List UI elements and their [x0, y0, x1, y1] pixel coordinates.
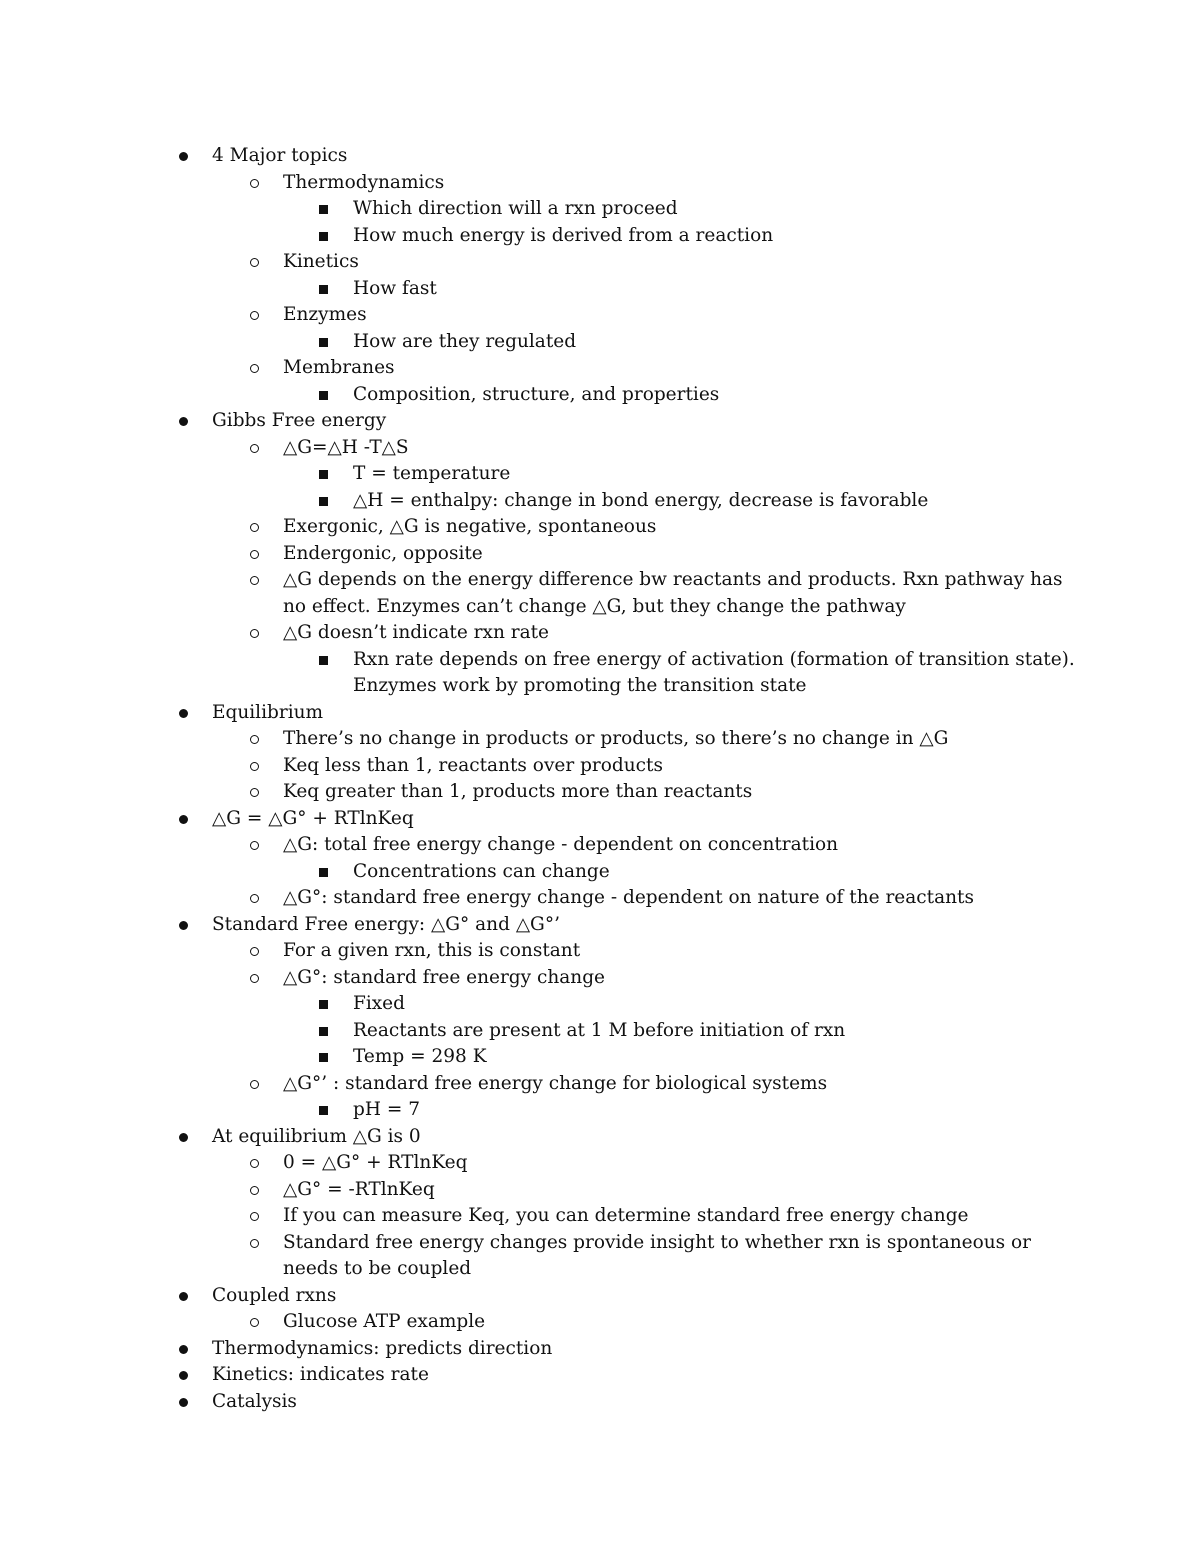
bullet-open-circle-icon: [250, 1239, 259, 1248]
outline-item-text: Enzymes: [283, 304, 367, 325]
bullet-open-circle-icon: [250, 841, 259, 850]
bullet-square-icon: [319, 656, 328, 665]
outline-item-text: △G°: standard free energy change - dependent on nature of the reactants: [283, 887, 974, 908]
outline-item-text: Thermodynamics: [283, 171, 445, 193]
bullet-square-icon: [319, 1053, 328, 1062]
bullet-filled-circle-icon: [179, 1345, 188, 1354]
outline-item-text: Kinetics: indicates rate: [212, 1364, 429, 1385]
outline-item-text: △G°’ : standard free energy change for biological systems: [283, 1072, 828, 1094]
bullet-open-circle-icon: [250, 179, 259, 188]
outline-item-text: At equilibrium △G is 0: [212, 1125, 421, 1147]
bullet-square-icon: [319, 391, 328, 400]
bullet-open-circle-icon: [250, 550, 259, 559]
bullet-square-icon: [319, 497, 328, 506]
bullet-open-circle-icon: [250, 894, 259, 903]
bullet-filled-circle-icon: [179, 152, 188, 161]
bullet-square-icon: [319, 285, 328, 294]
outline-item-text: Enzymes work by promoting the transition state: [353, 675, 807, 696]
outline-item-text: △G° = -RTlnKeq: [283, 1178, 435, 1200]
bullet-open-circle-icon: [250, 1318, 259, 1327]
outline-item-text: no effect. Enzymes can’t change △G, but they change the pathway: [283, 595, 906, 617]
bullet-square-icon: [319, 1000, 328, 1009]
bullet-open-circle-icon: [250, 364, 259, 373]
bullet-filled-circle-icon: [179, 1398, 188, 1407]
outline-item-text: △G: total free energy change - dependent on concentration: [283, 834, 839, 855]
bullet-open-circle-icon: [250, 311, 259, 320]
bullet-square-icon: [319, 1027, 328, 1036]
outline-item-text: Concentrations can change: [353, 860, 610, 882]
bullet-filled-circle-icon: [179, 921, 188, 930]
bullet-filled-circle-icon: [179, 1371, 188, 1380]
outline-item-text: Coupled rxns: [212, 1284, 337, 1306]
outline-item-text: Glucose ATP example: [283, 1311, 486, 1332]
outline-item-text: Endergonic, opposite: [283, 542, 483, 564]
outline-item-text: △H = enthalpy: change in bond energy, decrease is favorable: [353, 489, 929, 511]
outline-item-text: Temp = 298 K: [353, 1046, 487, 1067]
outline-item-text: Standard free energy changes provide insight to whether rxn is spontaneous or: [283, 1231, 1032, 1253]
outline-item-text: If you can measure Keq, you can determine standard free energy change: [283, 1205, 969, 1226]
outline-item-text: Which direction will a rxn proceed: [353, 198, 678, 219]
outline-item-text: Rxn rate depends on free energy of activation (formation of transition state).: [353, 648, 1075, 670]
outline-item-text: Standard Free energy: △G° and △G°’: [212, 913, 560, 935]
bullet-square-icon: [319, 1106, 328, 1115]
bullet-open-circle-icon: [250, 788, 259, 797]
outline-item-text: How much energy is derived from a reaction: [353, 224, 774, 246]
outline-item-text: △G=△H -T△S: [283, 436, 409, 458]
bullet-open-circle-icon: [250, 629, 259, 638]
outline-item-text: 4 Major topics: [212, 145, 348, 166]
bullet-open-circle-icon: [250, 444, 259, 453]
outline-item-text: Reactants are present at 1 M before initiation of rxn: [353, 1019, 846, 1041]
outline-item-text: △G depends on the energy difference bw reactants and products. Rxn pathway has: [283, 569, 1063, 590]
outline-item-text: For a given rxn, this is constant: [283, 940, 581, 961]
bullet-open-circle-icon: [250, 974, 259, 983]
bullet-filled-circle-icon: [179, 709, 188, 718]
outline-item-text: There’s no change in products or products, so there’s no change in △G: [283, 728, 949, 749]
bullet-open-circle-icon: [250, 576, 259, 585]
bullet-open-circle-icon: [250, 258, 259, 267]
bullet-filled-circle-icon: [179, 1292, 188, 1301]
bullet-open-circle-icon: [250, 735, 259, 744]
bullet-filled-circle-icon: [179, 1133, 188, 1142]
bullet-filled-circle-icon: [179, 815, 188, 824]
outline-item-text: Keq greater than 1, products more than reactants: [283, 781, 753, 802]
outline-item-text: Thermodynamics: predicts direction: [212, 1337, 553, 1359]
outline-item-text: 0 = △G° + RTlnKeq: [283, 1152, 468, 1173]
bullet-square-icon: [319, 868, 328, 877]
outline-item-text: Membranes: [283, 357, 395, 378]
bullet-open-circle-icon: [250, 523, 259, 532]
bullet-square-icon: [319, 338, 328, 347]
outline-item-text: Exergonic, △G is negative, spontaneous: [283, 516, 657, 537]
outline-item-text: pH = 7: [353, 1099, 421, 1120]
outline-item-text: Catalysis: [212, 1390, 297, 1412]
bullet-open-circle-icon: [250, 1186, 259, 1195]
outline-item-text: Keq less than 1, reactants over products: [283, 754, 663, 776]
outline-item-text: How are they regulated: [353, 330, 577, 352]
outline-item-text: Gibbs Free energy: [212, 410, 387, 431]
bullet-open-circle-icon: [250, 1159, 259, 1168]
outline-item-text: needs to be coupled: [283, 1258, 472, 1279]
outline-item-text: Composition, structure, and properties: [353, 383, 720, 405]
outline-item-text: △G°: standard free energy change: [283, 966, 605, 988]
outline-item-text: △G = △G° + RTlnKeq: [212, 807, 414, 829]
bullet-open-circle-icon: [250, 1080, 259, 1089]
outline-item-text: How fast: [353, 277, 437, 299]
bullet-filled-circle-icon: [179, 417, 188, 426]
outline-item-text: Kinetics: [283, 251, 359, 272]
bullet-open-circle-icon: [250, 762, 259, 771]
outline-item-text: △G doesn’t indicate rxn rate: [283, 622, 549, 643]
bullet-square-icon: [319, 470, 328, 479]
bullet-open-circle-icon: [250, 1212, 259, 1221]
outline-item-text: Equilibrium: [212, 701, 324, 723]
bullet-square-icon: [319, 205, 328, 214]
outline-item-text: Fixed: [353, 993, 405, 1014]
bullet-open-circle-icon: [250, 947, 259, 956]
outline-item-text: T = temperature: [353, 463, 511, 484]
bullet-square-icon: [319, 232, 328, 241]
